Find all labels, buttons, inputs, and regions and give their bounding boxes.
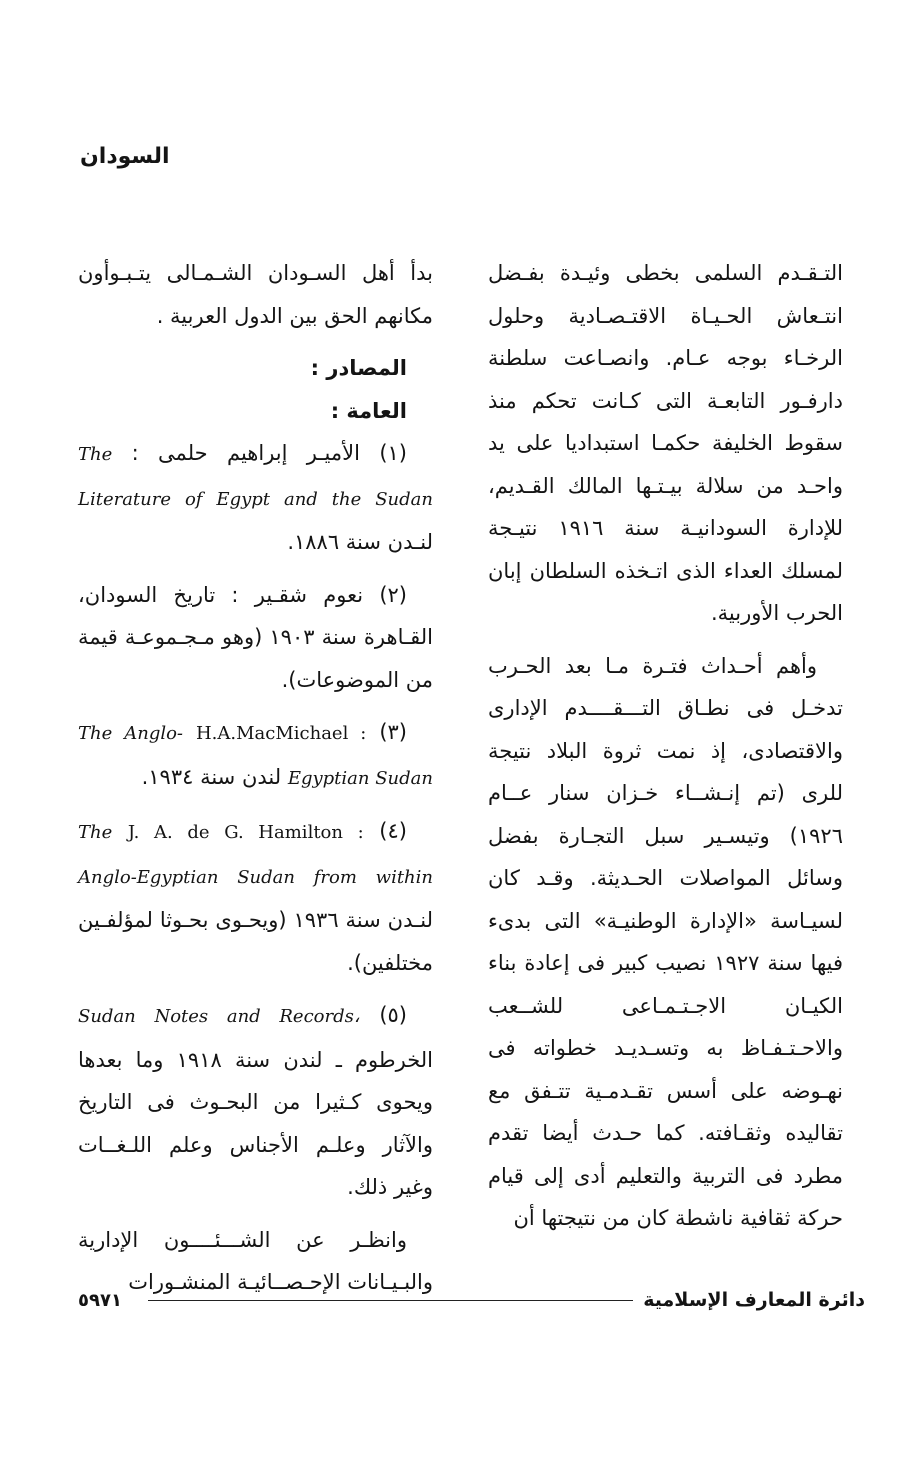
reference-5 [78, 994, 433, 1209]
reference-text: الخرطوم ـ لندن سنة ١٩١٨ وما بعدها ويحوى كـثيرا من البحـوث فى التاريخ والآثار وعلـم الأجناس وعلم اللـغــات وغير ذلك. [78, 1047, 433, 1199]
reference-title: Sudan Notes and Records، [78, 1006, 360, 1027]
general-heading: العامة : [330, 398, 407, 423]
footer-title: دائرة المعارف الإسلامية [643, 1289, 865, 1311]
paragraph: وانظـر عن الشـــئــــون الإدارية والبـيـانات الإحـصــائيـة المنشـورات [78, 1227, 433, 1294]
reference-text: لنـدن سنة ١٨٨٦. [287, 530, 433, 554]
reference-author: J. A. de G. Hamilton : [127, 822, 364, 843]
paragraph: بدأ أهل السـودان الشـمـالى يتـبـوأون مكانهم الحق بين الدول العربية . [78, 261, 433, 328]
reference-text: لندن سنة ١٩٣٤. [141, 764, 282, 789]
reference-number: (٤) [379, 819, 407, 843]
paragraph: وأهم أحـداث فتـرة مـا بعد الحـرب تدخـل فى نطـاق التـــقــــدم الإدارى والاقتصادى، إذ نمت ثروة البلاد نتيجة للرى (تم إنـشــاء خـزان سنار عــام ١٩٢٦) وتيسـير سبل التجـارة بفضل وسائل المواصلات الحـديثة. وقـد كان لسيـاسة «الإدارة الوطنيـة» التى بدىء فيها سنة ١٩٢٧ نصيب كبير فى إعادة بناء الكيـان الاجـتـمـاعى للشــعب والاحـتـفـاظ به وتسـديـد خطواته فى نهـوضه على أسس تقـدمـية تتـفق مع تقاليده وثقـافته. كما حـدث أيضا تقدم مطرد فى التربية والتعليم أدى إلى قيام حركة ثقافية ناشطة كان من نتيجتها أن [488, 653, 844, 1230]
reference-text: لنـدن سنة ١٩٣٦ (ويحـوى بحـوثا لمؤلفـين مختلفين). [78, 908, 434, 975]
reference-number: (٥) [379, 1003, 407, 1027]
reference-1 [78, 432, 433, 564]
footer-rule [148, 1300, 633, 1301]
reference-text: الأميـر إبراهيم حلمى : [131, 441, 360, 465]
reference-4 [78, 810, 433, 984]
sources-heading: المصادر : [310, 356, 407, 380]
reference-title: The Anglo-Egyptian Sudan from within [78, 822, 433, 888]
right-column [488, 252, 843, 1250]
reference-title: The Anglo-Egyptian Sudan [78, 723, 433, 789]
reference-author: H.A.MacMichael : [195, 723, 367, 744]
paragraph: التـقـدم السلمى بخطى وئيـدة بفـضل انتـعاش الحـيـاة الاقتـصـادية وحلول الرخـاء بوجه عـام. وانصـاعت سلطنة دارفـور التابعـة التى كـانت تحكم منذ سقوط الخليفة حكمـا استبداديا على يد واحـد من سلالة بيـتـها المالك القـديم، للإدارة السودانيـة سنة ١٩١٦ نتيـجة لمسلك العداء الذى اتـخذه السلطان إبان الحرب الأوربية. [488, 261, 843, 625]
reference-number: (٣) [379, 720, 407, 744]
reference-number: (٢) [379, 582, 407, 607]
reference-title: The Literature of Egypt and the Sudan [78, 444, 433, 510]
left-column [78, 252, 433, 1314]
page-number: ٥٩٧١ [78, 1289, 122, 1311]
reference-2 [78, 574, 433, 702]
reference-3 [78, 711, 433, 800]
footer [78, 1280, 865, 1320]
reference-text: نعوم شقـير : تاريخ السودان، القـاهرة سنة ١٩٠٣ (وهو مـجـموعـة قيمة من الموضوعات). [78, 582, 433, 692]
running-head: السودان [80, 144, 170, 169]
reference-number: (١) [379, 441, 407, 465]
